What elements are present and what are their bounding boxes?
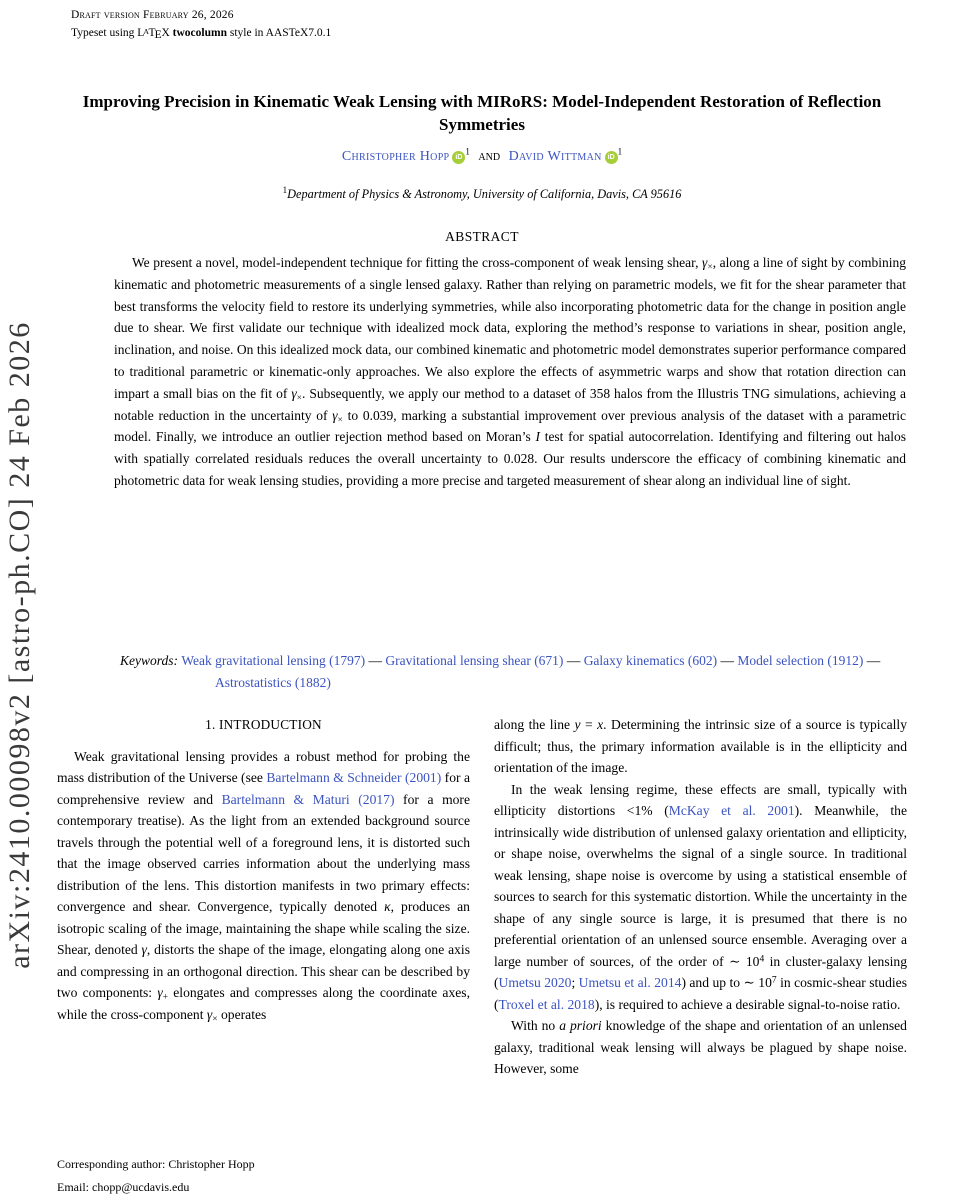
draft-header [71,7,331,43]
author-line [0,146,964,165]
draft-version-line: Draft version February 26, 2026 [71,9,234,21]
orcid-id-label: iD [455,154,463,161]
citation-bartelmann-schneider-2001[interactable]: Bartelmann & Schneider (2001) [266,770,442,785]
paragraph-shape-noise: In the weak lensing regime, these effects are small, typically with ellipticity distortions <1% (McKay et al. 2001). Meanwhile, the intrinsically wide distribution of unlensed galaxy orientation and ellipticity, or shape noise, overwhelms the signal of a single source. In traditional weak lensing, shape noise is overcome by using a statistical ensemble of sources to search for this systematic distortion. While the uncertainty in the shape of any single source is large, it is presumed that there is no preferential orientation of an unlensed source ensemble. Averaging over a large number of sources, of the order of ∼ $10^4$ in cluster-galaxy lensing (Umetsu 2020; Umetsu et al. 2014) and up to ∼ $10^7$ in cosmic-shear studies (Troxel et al. 2018), is required to achieve a desirable signal-to-noise ratio. [494,781,907,1012]
citation-bartelmann-maturi-2017[interactable]: Bartelmann & Maturi (2017) [221,791,395,807]
keyword-galaxy-kinematics[interactable]: Galaxy kinematics (602) [583,653,718,668]
author-david-wittman: David Wittman [508,149,602,164]
column-right [494,714,907,1200]
abstract-heading: ABSTRACT [445,229,519,244]
affiliation-text: Department of Physics & Astronomy, University of California, Davis, CA 95616 [287,187,682,201]
citation-umetsu-2014[interactable]: Umetsu et al. 2014 [578,975,682,990]
paragraph-continuation: along the line y = x. Determining the intrinsic size of a source is typically difficult; thus, the primary information available is in the ellipticity and orientation of the image. [494,717,907,775]
arxiv-watermark-link[interactable]: arXiv:2410.00098v2 [astro-ph.CO] 24 Feb 2026 [3,321,36,969]
intro-paragraph: Weak gravitational lensing provides a robust method for probing the mass distribution of the Universe (see Bartelmann & Schneider (2001) for a comprehensive review and Bartelmann & Maturi (2017) for a more contemporary treatise). As the light from an extended background source travels through the potential well of a foreground lens, it is distorted such that the image observed carries information about the underlying mass distribution of the lens. This distortion manifests in two primary effects: convergence and shear. Convergence, typically denoted κ, produces an isotropic scaling of the image, maintaining the shape while scaling the size. Shear, denoted γ, distorts the shape of the image, elongating along one axis and compressing in an orthogonal direction. This shear can be described by two components: γ+ elongates and compresses along the coordinate axes, while the cross-component γ× operates [57,748,470,1024]
orcid-icon[interactable] [605,151,618,164]
abstract-text: We present a novel, model-independent technique for fitting the cross-component of weak lensing shear, γ×, along a line of sight by combining kinematic and photometric measurements of a single lensed galaxy. Rather than relying on parametric models, we fit for the shear parameter that best transforms the velocity field to restore its underlying symmetries, while also incorporating photometric data for the change in position angle due to shear. We first validate our technique with idealized mock data, exploring the method’s response to variations in shear, position angle, inclination, and noise. On this idealized mock data, our combined kinematic and photometric model demonstrates superior performance compared to traditional parametric or kinematic-only approaches. We also explore the effects of asymmetric warps and show that rotation direction can impart a small bias on the fit of γ×. Subsequently, we apply our method to a dataset of 358 halos from the Illustris TNG simulations, achieving a notable reduction in the uncertainty of γ× to 0.039, marking a substantial improvement over previous analysis of the dataset with a parametric model. Finally, we introduce an outlier rejection method based on Moran’s I test for spatial autocorrelation. Identifying and filtering out halos with spatially correlated residuals reduces the overall uncertainty to 0.028. Our results underscore the efficacy of combining kinematic and photometric data for weak lensing studies, providing a more precise and targeted measurement of shear along an individual line of sight. [114,255,906,488]
author-christopher-hopp: Christopher Hopp [341,149,450,164]
email-link[interactable]: chopp@ucdavis.edu [92,1179,190,1194]
keyword-model-selection[interactable]: Model selection (1912) [737,653,864,668]
keyword-astrostatistics[interactable]: Astrostatistics (1882) [215,675,331,690]
affiliation [0,184,964,202]
affiliation-mark: 1 [465,146,470,157]
orcid-icon[interactable] [452,151,465,164]
column-left [57,714,470,1150]
author-conjunction: and [478,149,501,164]
email-line [57,1176,470,1199]
typeset-line: Typeset using LATEX twocolumn style in AASTeX7.0.1 [71,27,332,42]
affiliation-superscript: 1 [282,184,288,195]
keywords-block: Keywords: Weak gravitational lensing (1797) — Gravitational lensing shear (671) — Galaxy kinematics (602) — Model selection (1912) — Astrostatistics (1882) [120,653,881,690]
citation-mckay-2001[interactable]: McKay et al. 2001 [668,803,795,818]
keyword-gravitational-lensing-shear[interactable]: Gravitational lensing shear (671) [385,653,564,668]
keyword-weak-gravitational-lensing[interactable]: Weak gravitational lensing (1797) [181,653,366,668]
footnote-block [57,1153,470,1198]
section-heading-introduction: 1. INTRODUCTION [205,717,322,732]
orcid-id-label: iD [607,154,615,161]
citation-troxel-2018[interactable]: Troxel et al. 2018 [498,996,595,1012]
corresponding-author-line: Corresponding author: Christopher Hopp [57,1157,255,1171]
paragraph-a-priori: With no a priori knowledge of the shape and orientation of an unlensed galaxy, traditional weak lensing will always be plagued by shape noise. However, some [494,1018,907,1076]
citation-umetsu-2020[interactable]: Umetsu 2020 [498,975,572,990]
affiliation-mark: 1 [617,146,623,157]
email-label: Email: [57,1179,92,1194]
paper-title: Improving Precision in Kinematic Weak Lensing with MIRoRS: Model-Independent Restoration of Reflection Symmetries [82,92,882,134]
